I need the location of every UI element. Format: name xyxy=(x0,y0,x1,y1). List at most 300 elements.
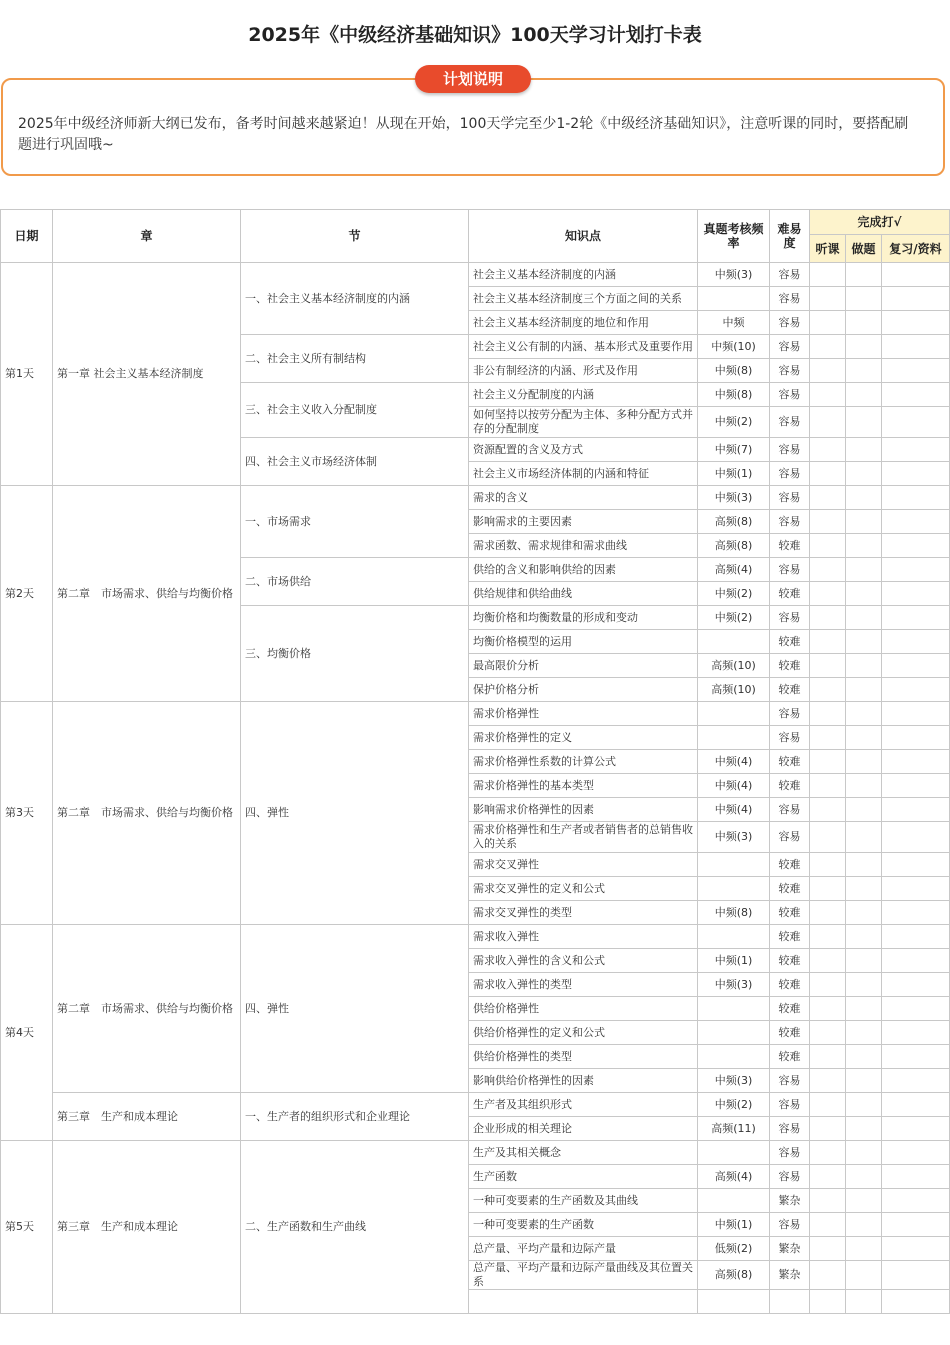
check-review-cell[interactable] xyxy=(882,287,950,311)
difficulty-cell: 容易 xyxy=(770,438,810,462)
check-review-cell[interactable] xyxy=(882,1237,950,1261)
knowledge-point-cell: 最高限价分析 xyxy=(469,654,698,678)
section-cell: 四、弹性 xyxy=(241,702,469,925)
check-exercise-cell[interactable] xyxy=(846,1069,882,1093)
frequency-cell: 高频(8) xyxy=(698,534,770,558)
frequency-cell: 高频(11) xyxy=(698,1117,770,1141)
check-listen-cell[interactable] xyxy=(810,750,846,774)
frequency-cell: 中频(4) xyxy=(698,798,770,822)
check-review-cell[interactable] xyxy=(882,973,950,997)
frequency-cell xyxy=(698,997,770,1021)
check-exercise-cell[interactable] xyxy=(846,1021,882,1045)
check-listen-cell[interactable] xyxy=(810,822,846,853)
check-exercise-cell[interactable] xyxy=(846,877,882,901)
knowledge-point-cell: 需求价格弹性的基本类型 xyxy=(469,774,698,798)
knowledge-point-cell: 影响供给价格弹性的因素 xyxy=(469,1069,698,1093)
check-listen-cell[interactable] xyxy=(810,1165,846,1189)
difficulty-cell: 较难 xyxy=(770,853,810,877)
check-exercise-cell[interactable] xyxy=(846,1261,882,1290)
difficulty-cell: 较难 xyxy=(770,949,810,973)
check-listen-cell[interactable] xyxy=(810,726,846,750)
check-listen-cell[interactable] xyxy=(810,901,846,925)
check-listen-cell[interactable] xyxy=(810,630,846,654)
frequency-cell: 中频(3) xyxy=(698,1069,770,1093)
difficulty-cell: 容易 xyxy=(770,558,810,582)
header-knowledge-point: 知识点 xyxy=(469,210,698,263)
frequency-cell: 中频(3) xyxy=(698,822,770,853)
check-exercise-cell[interactable] xyxy=(846,1093,882,1117)
check-exercise-cell[interactable] xyxy=(846,383,882,407)
frequency-cell xyxy=(698,1189,770,1213)
knowledge-point-cell: 企业形成的相关理论 xyxy=(469,1117,698,1141)
frequency-cell: 高频(4) xyxy=(698,1165,770,1189)
check-review-cell[interactable] xyxy=(882,726,950,750)
frequency-cell xyxy=(698,925,770,949)
check-listen-cell[interactable] xyxy=(810,383,846,407)
difficulty-cell: 容易 xyxy=(770,263,810,287)
check-review-cell[interactable] xyxy=(882,750,950,774)
check-review-cell[interactable] xyxy=(882,949,950,973)
check-exercise-cell[interactable] xyxy=(846,1141,882,1165)
check-review-cell[interactable] xyxy=(882,1045,950,1069)
frequency-cell: 中频(3) xyxy=(698,486,770,510)
frequency-cell: 高频(8) xyxy=(698,1261,770,1290)
section-cell: 三、均衡价格 xyxy=(241,606,469,702)
difficulty-cell: 较难 xyxy=(770,973,810,997)
knowledge-point-cell: 社会主义市场经济体制的内涵和特征 xyxy=(469,462,698,486)
header-completion: 完成打√ xyxy=(810,210,950,235)
check-listen-cell[interactable] xyxy=(810,1237,846,1261)
section-cell: 二、社会主义所有制结构 xyxy=(241,335,469,383)
frequency-cell: 低频(2) xyxy=(698,1237,770,1261)
check-review-cell[interactable] xyxy=(882,702,950,726)
difficulty-cell: 容易 xyxy=(770,822,810,853)
check-review-cell[interactable] xyxy=(882,997,950,1021)
check-exercise-cell[interactable] xyxy=(846,407,882,438)
check-exercise-cell[interactable] xyxy=(846,774,882,798)
check-listen-cell[interactable] xyxy=(810,1069,846,1093)
plan-description-text: 2025年中级经济师新大纲已发布，备考时间越来越紧迫！从现在开始，100天学完至少1-2轮《中级经济基础知识》，注意听课的同时，要搭配刷题进行巩固哦~ xyxy=(18,116,909,153)
check-review-cell[interactable] xyxy=(882,407,950,438)
check-review-cell[interactable] xyxy=(882,774,950,798)
check-review-cell[interactable] xyxy=(882,1093,950,1117)
check-review-cell[interactable] xyxy=(882,582,950,606)
frequency-cell xyxy=(698,630,770,654)
check-listen-cell[interactable] xyxy=(810,1261,846,1290)
difficulty-cell: 容易 xyxy=(770,798,810,822)
difficulty-cell: 较难 xyxy=(770,877,810,901)
check-listen-cell[interactable] xyxy=(810,558,846,582)
chapter-cell: 第二章 市场需求、供给与均衡价格 xyxy=(53,925,241,1093)
check-listen-cell[interactable] xyxy=(810,1045,846,1069)
check-exercise-cell[interactable] xyxy=(846,1165,882,1189)
check-review-cell[interactable] xyxy=(882,1069,950,1093)
header-section: 节 xyxy=(241,210,469,263)
knowledge-point-cell: 需求价格弹性和生产者或者销售者的总销售收入的关系 xyxy=(469,822,698,853)
section-cell: 一、生产者的组织形式和企业理论 xyxy=(241,1093,469,1141)
check-review-cell[interactable] xyxy=(882,1290,950,1314)
knowledge-point-cell: 一种可变要素的生产函数 xyxy=(469,1213,698,1237)
table-row xyxy=(1,1141,950,1165)
check-exercise-cell[interactable] xyxy=(846,1290,882,1314)
difficulty-cell: 较难 xyxy=(770,678,810,702)
check-review-cell[interactable] xyxy=(882,925,950,949)
chapter-cell: 第二章 市场需求、供给与均衡价格 xyxy=(53,702,241,925)
difficulty-cell: 繁杂 xyxy=(770,1261,810,1290)
section-cell: 一、社会主义基本经济制度的内涵 xyxy=(241,263,469,335)
check-listen-cell[interactable] xyxy=(810,1141,846,1165)
knowledge-point-cell: 社会主义分配制度的内涵 xyxy=(469,383,698,407)
check-exercise-cell[interactable] xyxy=(846,949,882,973)
check-listen-cell[interactable] xyxy=(810,359,846,383)
knowledge-point-cell: 生产者及其组织形式 xyxy=(469,1093,698,1117)
check-review-cell[interactable] xyxy=(882,359,950,383)
frequency-cell xyxy=(698,877,770,901)
difficulty-cell: 较难 xyxy=(770,925,810,949)
header-exercise: 做题 xyxy=(846,235,882,263)
knowledge-point-cell: 社会主义基本经济制度的地位和作用 xyxy=(469,311,698,335)
difficulty-cell: 繁杂 xyxy=(770,1189,810,1213)
check-review-cell[interactable] xyxy=(882,1165,950,1189)
frequency-cell: 中频(1) xyxy=(698,1213,770,1237)
check-exercise-cell[interactable] xyxy=(846,438,882,462)
frequency-cell xyxy=(698,702,770,726)
knowledge-point-cell: 需求收入弹性的含义和公式 xyxy=(469,949,698,973)
frequency-cell xyxy=(698,287,770,311)
knowledge-point-cell: 需求交叉弹性的类型 xyxy=(469,901,698,925)
check-exercise-cell[interactable] xyxy=(846,1237,882,1261)
section-cell: 一、市场需求 xyxy=(241,486,469,558)
check-listen-cell[interactable] xyxy=(810,654,846,678)
day-cell: 第2天 xyxy=(1,486,53,702)
header-exam-frequency: 真题考核频率 xyxy=(698,210,770,263)
check-exercise-cell[interactable] xyxy=(846,359,882,383)
header-review: 复习/资料 xyxy=(882,235,950,263)
check-review-cell[interactable] xyxy=(882,1261,950,1290)
difficulty-cell: 容易 xyxy=(770,1069,810,1093)
check-review-cell[interactable] xyxy=(882,1021,950,1045)
section-cell: 四、社会主义市场经济体制 xyxy=(241,438,469,486)
knowledge-point-cell: 社会主义基本经济制度的内涵 xyxy=(469,263,698,287)
frequency-cell: 中频(8) xyxy=(698,383,770,407)
table-row xyxy=(1,702,950,726)
difficulty-cell: 较难 xyxy=(770,654,810,678)
knowledge-point-cell: 社会主义基本经济制度三个方面之间的关系 xyxy=(469,287,698,311)
header-listen: 听课 xyxy=(810,235,846,263)
day-cell: 第5天 xyxy=(1,1141,53,1314)
check-exercise-cell[interactable] xyxy=(846,263,882,287)
frequency-cell: 中频(2) xyxy=(698,407,770,438)
frequency-cell: 中频(2) xyxy=(698,1093,770,1117)
frequency-cell: 中频(1) xyxy=(698,462,770,486)
check-exercise-cell[interactable] xyxy=(846,582,882,606)
frequency-cell xyxy=(698,853,770,877)
check-listen-cell[interactable] xyxy=(810,702,846,726)
check-listen-cell[interactable] xyxy=(810,798,846,822)
check-listen-cell[interactable] xyxy=(810,949,846,973)
table-row xyxy=(1,1093,950,1117)
check-listen-cell[interactable] xyxy=(810,407,846,438)
check-listen-cell[interactable] xyxy=(810,997,846,1021)
difficulty-cell: 容易 xyxy=(770,510,810,534)
check-listen-cell[interactable] xyxy=(810,1290,846,1314)
difficulty-cell: 容易 xyxy=(770,1213,810,1237)
knowledge-point-cell: 一种可变要素的生产函数及其曲线 xyxy=(469,1189,698,1213)
check-review-cell[interactable] xyxy=(882,383,950,407)
header-difficulty: 难易度 xyxy=(770,210,810,263)
check-listen-cell[interactable] xyxy=(810,510,846,534)
check-listen-cell[interactable] xyxy=(810,438,846,462)
check-exercise-cell[interactable] xyxy=(846,630,882,654)
frequency-cell xyxy=(698,1045,770,1069)
knowledge-point-cell: 生产及其相关概念 xyxy=(469,1141,698,1165)
difficulty-cell: 容易 xyxy=(770,486,810,510)
check-listen-cell[interactable] xyxy=(810,534,846,558)
check-exercise-cell[interactable] xyxy=(846,654,882,678)
section-cell: 二、市场供给 xyxy=(241,558,469,606)
check-review-cell[interactable] xyxy=(882,678,950,702)
check-exercise-cell[interactable] xyxy=(846,1213,882,1237)
knowledge-point-cell: 社会主义公有制的内涵、基本形式及重要作用 xyxy=(469,335,698,359)
frequency-cell: 中频(2) xyxy=(698,582,770,606)
knowledge-point-cell: 影响需求价格弹性的因素 xyxy=(469,798,698,822)
knowledge-point-cell: 供给价格弹性的定义和公式 xyxy=(469,1021,698,1045)
difficulty-cell: 容易 xyxy=(770,606,810,630)
header-date: 日期 xyxy=(1,210,53,263)
difficulty-cell: 容易 xyxy=(770,726,810,750)
difficulty-cell: 较难 xyxy=(770,582,810,606)
difficulty-cell: 容易 xyxy=(770,383,810,407)
knowledge-point-cell: 总产量、平均产量和边际产量曲线及其位置关系 xyxy=(469,1261,698,1290)
knowledge-point-cell: 影响需求的主要因素 xyxy=(469,510,698,534)
frequency-cell xyxy=(698,1290,770,1314)
page-title: 2025年《中级经济基础知识》100天学习计划打卡表 xyxy=(248,24,702,46)
plan-table-body xyxy=(1,263,950,1314)
frequency-cell: 高频(8) xyxy=(698,510,770,534)
check-exercise-cell[interactable] xyxy=(846,822,882,853)
check-listen-cell[interactable] xyxy=(810,311,846,335)
knowledge-point-cell: 需求函数、需求规律和需求曲线 xyxy=(469,534,698,558)
difficulty-cell: 较难 xyxy=(770,774,810,798)
check-review-cell[interactable] xyxy=(882,263,950,287)
chapter-cell: 第三章 生产和成本理论 xyxy=(53,1093,241,1141)
knowledge-point-cell: 供给价格弹性 xyxy=(469,997,698,1021)
check-exercise-cell[interactable] xyxy=(846,558,882,582)
difficulty-cell: 容易 xyxy=(770,311,810,335)
difficulty-cell: 容易 xyxy=(770,335,810,359)
day-cell: 第4天 xyxy=(1,925,53,1141)
difficulty-cell: 容易 xyxy=(770,1141,810,1165)
day-cell: 第3天 xyxy=(1,702,53,925)
check-exercise-cell[interactable] xyxy=(846,287,882,311)
knowledge-point-cell: 供给价格弹性的类型 xyxy=(469,1045,698,1069)
check-listen-cell[interactable] xyxy=(810,853,846,877)
table-row xyxy=(1,925,950,949)
frequency-cell: 中频(4) xyxy=(698,750,770,774)
difficulty-cell: 容易 xyxy=(770,1165,810,1189)
check-exercise-cell[interactable] xyxy=(846,1117,882,1141)
header-chapter: 章 xyxy=(53,210,241,263)
knowledge-point-cell: 需求收入弹性的类型 xyxy=(469,973,698,997)
check-exercise-cell[interactable] xyxy=(846,335,882,359)
check-exercise-cell[interactable] xyxy=(846,606,882,630)
check-review-cell[interactable] xyxy=(882,630,950,654)
knowledge-point-cell: 均衡价格和均衡数量的形成和变动 xyxy=(469,606,698,630)
difficulty-cell: 繁杂 xyxy=(770,1237,810,1261)
check-exercise-cell[interactable] xyxy=(846,997,882,1021)
check-listen-cell[interactable] xyxy=(810,287,846,311)
frequency-cell: 中频(3) xyxy=(698,263,770,287)
check-exercise-cell[interactable] xyxy=(846,925,882,949)
check-listen-cell[interactable] xyxy=(810,1117,846,1141)
check-listen-cell[interactable] xyxy=(810,774,846,798)
check-listen-cell[interactable] xyxy=(810,877,846,901)
check-review-cell[interactable] xyxy=(882,1213,950,1237)
knowledge-point-cell xyxy=(469,1290,698,1314)
check-review-cell[interactable] xyxy=(882,901,950,925)
check-review-cell[interactable] xyxy=(882,877,950,901)
check-listen-cell[interactable] xyxy=(810,1189,846,1213)
frequency-cell: 中频(2) xyxy=(698,606,770,630)
check-listen-cell[interactable] xyxy=(810,486,846,510)
check-review-cell[interactable] xyxy=(882,853,950,877)
check-exercise-cell[interactable] xyxy=(846,486,882,510)
chapter-cell: 第二章 市场需求、供给与均衡价格 xyxy=(53,486,241,702)
check-exercise-cell[interactable] xyxy=(846,510,882,534)
check-review-cell[interactable] xyxy=(882,1189,950,1213)
frequency-cell xyxy=(698,1021,770,1045)
knowledge-point-cell: 供给规律和供给曲线 xyxy=(469,582,698,606)
difficulty-cell: 容易 xyxy=(770,359,810,383)
check-listen-cell[interactable] xyxy=(810,606,846,630)
check-listen-cell[interactable] xyxy=(810,462,846,486)
knowledge-point-cell: 需求交叉弹性的定义和公式 xyxy=(469,877,698,901)
knowledge-point-cell: 供给的含义和影响供给的因素 xyxy=(469,558,698,582)
check-review-cell[interactable] xyxy=(882,534,950,558)
frequency-cell: 高频(10) xyxy=(698,654,770,678)
check-exercise-cell[interactable] xyxy=(846,1045,882,1069)
study-plan-table xyxy=(0,209,950,1314)
check-review-cell[interactable] xyxy=(882,1141,950,1165)
difficulty-cell: 容易 xyxy=(770,462,810,486)
knowledge-point-cell: 生产函数 xyxy=(469,1165,698,1189)
check-exercise-cell[interactable] xyxy=(846,973,882,997)
check-review-cell[interactable] xyxy=(882,438,950,462)
knowledge-point-cell: 需求价格弹性的定义 xyxy=(469,726,698,750)
check-review-cell[interactable] xyxy=(882,311,950,335)
difficulty-cell: 容易 xyxy=(770,1093,810,1117)
check-exercise-cell[interactable] xyxy=(846,750,882,774)
frequency-cell: 中频(8) xyxy=(698,359,770,383)
frequency-cell: 中频(8) xyxy=(698,901,770,925)
check-review-cell[interactable] xyxy=(882,1117,950,1141)
check-listen-cell[interactable] xyxy=(810,582,846,606)
check-exercise-cell[interactable] xyxy=(846,311,882,335)
check-review-cell[interactable] xyxy=(882,822,950,853)
frequency-cell xyxy=(698,726,770,750)
table-row xyxy=(1,263,950,287)
frequency-cell: 中频(1) xyxy=(698,949,770,973)
check-review-cell[interactable] xyxy=(882,558,950,582)
frequency-cell: 中频(3) xyxy=(698,973,770,997)
check-listen-cell[interactable] xyxy=(810,678,846,702)
section-cell: 三、社会主义收入分配制度 xyxy=(241,383,469,438)
difficulty-cell: 容易 xyxy=(770,287,810,311)
frequency-cell: 高频(4) xyxy=(698,558,770,582)
difficulty-cell: 容易 xyxy=(770,1117,810,1141)
check-exercise-cell[interactable] xyxy=(846,702,882,726)
knowledge-point-cell: 非公有制经济的内涵、形式及作用 xyxy=(469,359,698,383)
frequency-cell: 中频 xyxy=(698,311,770,335)
check-exercise-cell[interactable] xyxy=(846,534,882,558)
knowledge-point-cell: 保护价格分析 xyxy=(469,678,698,702)
knowledge-point-cell: 需求的含义 xyxy=(469,486,698,510)
check-exercise-cell[interactable] xyxy=(846,678,882,702)
check-exercise-cell[interactable] xyxy=(846,462,882,486)
difficulty-cell: 容易 xyxy=(770,407,810,438)
check-listen-cell[interactable] xyxy=(810,335,846,359)
chapter-cell: 第三章 生产和成本理论 xyxy=(53,1141,241,1314)
frequency-cell: 中频(4) xyxy=(698,774,770,798)
check-listen-cell[interactable] xyxy=(810,973,846,997)
difficulty-cell: 较难 xyxy=(770,750,810,774)
check-exercise-cell[interactable] xyxy=(846,901,882,925)
day-cell: 第1天 xyxy=(1,263,53,486)
difficulty-cell: 较难 xyxy=(770,997,810,1021)
difficulty-cell: 容易 xyxy=(770,702,810,726)
frequency-cell: 中频(7) xyxy=(698,438,770,462)
chapter-cell: 第一章 社会主义基本经济制度 xyxy=(53,263,241,486)
difficulty-cell: 较难 xyxy=(770,534,810,558)
difficulty-cell: 较难 xyxy=(770,630,810,654)
knowledge-point-cell: 均衡价格模型的运用 xyxy=(469,630,698,654)
table-row xyxy=(1,486,950,510)
knowledge-point-cell: 总产量、平均产量和边际产量 xyxy=(469,1237,698,1261)
check-exercise-cell[interactable] xyxy=(846,853,882,877)
knowledge-point-cell: 需求价格弹性系数的计算公式 xyxy=(469,750,698,774)
difficulty-cell: 较难 xyxy=(770,1021,810,1045)
check-review-cell[interactable] xyxy=(882,335,950,359)
frequency-cell: 高频(10) xyxy=(698,678,770,702)
difficulty-cell: 较难 xyxy=(770,901,810,925)
check-listen-cell[interactable] xyxy=(810,1093,846,1117)
plan-description-badge: 计划说明 xyxy=(415,65,531,93)
section-cell: 二、生产函数和生产曲线 xyxy=(241,1141,469,1314)
knowledge-point-cell: 需求收入弹性 xyxy=(469,925,698,949)
section-cell: 四、弹性 xyxy=(241,925,469,1093)
check-review-cell[interactable] xyxy=(882,654,950,678)
knowledge-point-cell: 需求交叉弹性 xyxy=(469,853,698,877)
check-listen-cell[interactable] xyxy=(810,1213,846,1237)
check-review-cell[interactable] xyxy=(882,462,950,486)
check-review-cell[interactable] xyxy=(882,510,950,534)
knowledge-point-cell: 资源配置的含义及方式 xyxy=(469,438,698,462)
knowledge-point-cell: 需求价格弹性 xyxy=(469,702,698,726)
difficulty-cell xyxy=(770,1290,810,1314)
check-review-cell[interactable] xyxy=(882,486,950,510)
check-exercise-cell[interactable] xyxy=(846,726,882,750)
check-listen-cell[interactable] xyxy=(810,263,846,287)
check-review-cell[interactable] xyxy=(882,606,950,630)
check-listen-cell[interactable] xyxy=(810,1021,846,1045)
check-review-cell[interactable] xyxy=(882,798,950,822)
check-exercise-cell[interactable] xyxy=(846,1189,882,1213)
frequency-cell: 中频(10) xyxy=(698,335,770,359)
knowledge-point-cell: 如何坚持以按劳分配为主体、多种分配方式并存的分配制度 xyxy=(469,407,698,438)
difficulty-cell: 较难 xyxy=(770,1045,810,1069)
check-exercise-cell[interactable] xyxy=(846,798,882,822)
check-listen-cell[interactable] xyxy=(810,925,846,949)
